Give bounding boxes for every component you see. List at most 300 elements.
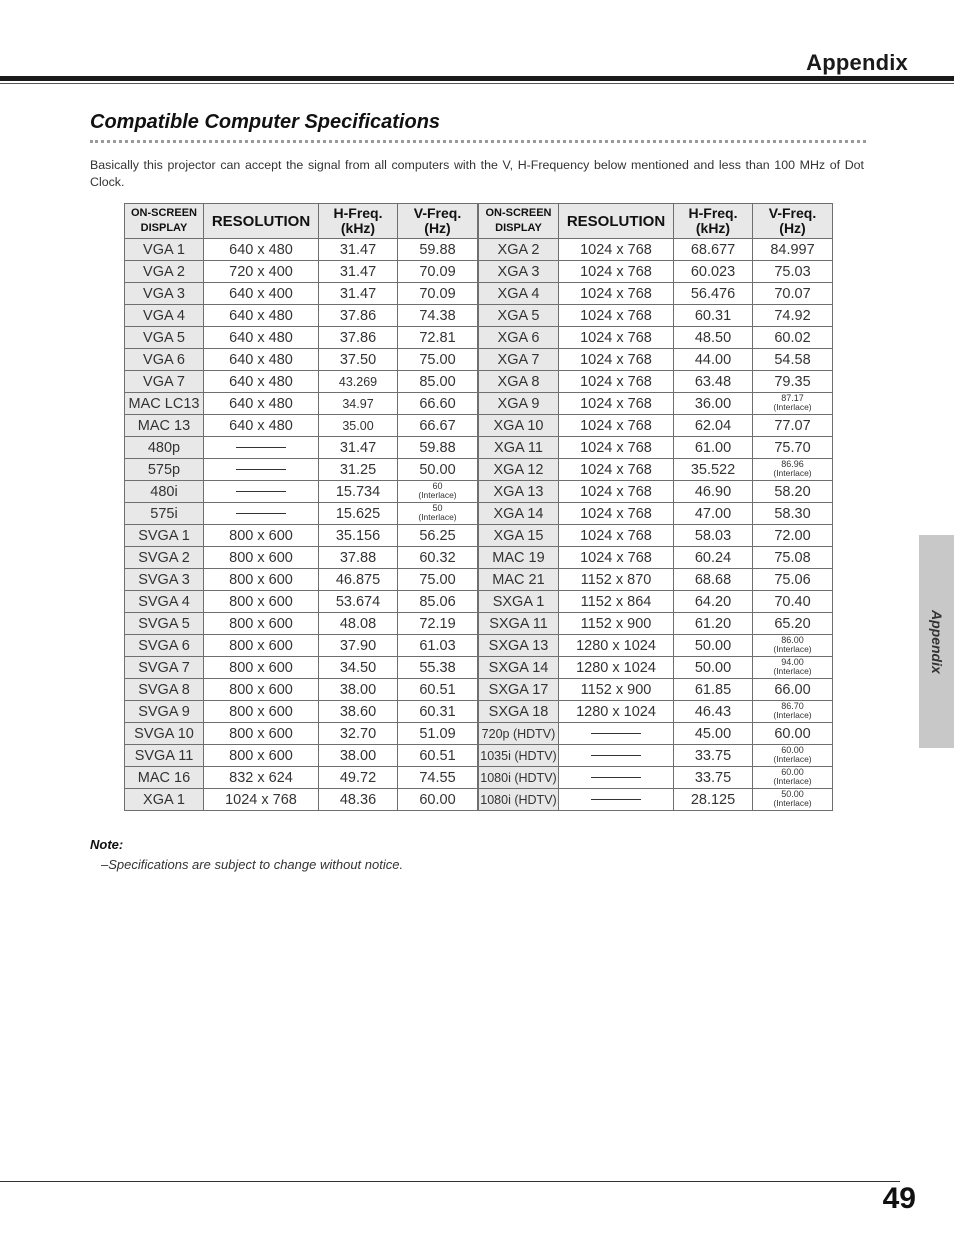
- cell-display: 575p: [125, 459, 204, 481]
- cell-hfreq: 32.70: [319, 723, 398, 745]
- cell-vfreq: 75.70: [753, 437, 833, 459]
- table-body-right: [479, 239, 833, 811]
- cell-display: SVGA 7: [125, 657, 204, 679]
- note-title: Note:: [90, 837, 124, 852]
- interlace-value: [773, 394, 811, 412]
- table-row: [479, 657, 833, 679]
- cell-hfreq: 37.90: [319, 635, 398, 657]
- cell-hfreq: 56.476: [674, 283, 753, 305]
- interlace-value: [773, 658, 811, 676]
- cell-resolution: 800 x 600: [204, 657, 319, 679]
- table-row: [125, 569, 478, 591]
- interlace-note: (Interlace): [773, 467, 812, 478]
- cell-vfreq: 75.00: [398, 349, 478, 371]
- table-row: [479, 283, 833, 305]
- cell-hfreq: 34.97: [319, 393, 398, 415]
- table-row: [479, 591, 833, 613]
- cell-hfreq: 60.31: [674, 305, 753, 327]
- cell-hfreq: 58.03: [674, 525, 753, 547]
- table-row: [125, 613, 478, 635]
- cell-display: SVGA 1: [125, 525, 204, 547]
- table-row: [479, 723, 833, 745]
- cell-vfreq: 66.00: [753, 679, 833, 701]
- footer-rule: [0, 1181, 900, 1182]
- cell-display: 1035i (HDTV): [479, 745, 559, 767]
- cell-hfreq: 64.20: [674, 591, 753, 613]
- cell-vfreq: 84.997: [753, 239, 833, 261]
- cell-hfreq: 60.023: [674, 261, 753, 283]
- cell-display: SVGA 10: [125, 723, 204, 745]
- dash-line: [236, 513, 286, 514]
- interlace-note: (Interlace): [773, 709, 812, 720]
- table-row: [125, 283, 478, 305]
- dash-line: [591, 799, 641, 800]
- cell-vfreq: [753, 745, 833, 767]
- table-row: [125, 481, 478, 503]
- cell-vfreq: 58.20: [753, 481, 833, 503]
- cell-display: XGA 5: [479, 305, 559, 327]
- table-row: [125, 459, 478, 481]
- dash-line: [236, 447, 286, 448]
- cell-resolution: 1024 x 768: [559, 283, 674, 305]
- cell-vfreq: 54.58: [753, 349, 833, 371]
- table-row: [125, 657, 478, 679]
- cell-display: SXGA 14: [479, 657, 559, 679]
- cell-display: XGA 12: [479, 459, 559, 481]
- table-row: [479, 767, 833, 789]
- cell-display: SXGA 13: [479, 635, 559, 657]
- vfreq-value: 50.00: [781, 788, 804, 799]
- table-row: [479, 239, 833, 261]
- cell-hfreq: 53.674: [319, 591, 398, 613]
- cell-hfreq: 15.625: [319, 503, 398, 525]
- cell-vfreq: 60.00: [753, 723, 833, 745]
- table-row: [125, 393, 478, 415]
- table-row: [125, 547, 478, 569]
- cell-resolution: 800 x 600: [204, 723, 319, 745]
- cell-vfreq: [753, 701, 833, 723]
- cell-resolution-empty: [204, 481, 319, 503]
- cell-resolution: 640 x 480: [204, 371, 319, 393]
- table-row: [125, 789, 478, 811]
- cell-display: SVGA 8: [125, 679, 204, 701]
- table-row: [479, 679, 833, 701]
- cell-vfreq: 75.03: [753, 261, 833, 283]
- cell-resolution: 640 x 480: [204, 415, 319, 437]
- cell-vfreq: 60.02: [753, 327, 833, 349]
- cell-hfreq: 46.43: [674, 701, 753, 723]
- cell-resolution: 1024 x 768: [559, 327, 674, 349]
- cell-resolution: 800 x 600: [204, 679, 319, 701]
- cell-hfreq: 61.85: [674, 679, 753, 701]
- cell-vfreq: [753, 635, 833, 657]
- cell-vfreq: 66.67: [398, 415, 478, 437]
- cell-hfreq: 45.00: [674, 723, 753, 745]
- table-body-left: [125, 239, 478, 811]
- cell-resolution: 800 x 600: [204, 745, 319, 767]
- cell-hfreq: 35.522: [674, 459, 753, 481]
- cell-resolution: 640 x 480: [204, 305, 319, 327]
- col-header-hfreq: H-Freq. (kHz): [319, 204, 398, 239]
- cell-hfreq: 61.20: [674, 613, 753, 635]
- header-rule-thin: [0, 83, 954, 84]
- interlace-value: [418, 504, 456, 522]
- table-row: [125, 349, 478, 371]
- cell-vfreq: 70.40: [753, 591, 833, 613]
- cell-hfreq: 61.00: [674, 437, 753, 459]
- table-row: [479, 789, 833, 811]
- cell-vfreq: 65.20: [753, 613, 833, 635]
- cell-resolution-empty: [559, 767, 674, 789]
- table-row: [125, 415, 478, 437]
- cell-hfreq: 37.88: [319, 547, 398, 569]
- cell-resolution: 800 x 600: [204, 569, 319, 591]
- cell-hfreq: 60.24: [674, 547, 753, 569]
- cell-hfreq: 49.72: [319, 767, 398, 789]
- cell-hfreq: 44.00: [674, 349, 753, 371]
- cell-hfreq: 48.50: [674, 327, 753, 349]
- cell-vfreq: 85.06: [398, 591, 478, 613]
- cell-resolution: 1024 x 768: [559, 371, 674, 393]
- cell-hfreq: 38.00: [319, 679, 398, 701]
- cell-vfreq: [753, 459, 833, 481]
- cell-display: VGA 4: [125, 305, 204, 327]
- cell-display: MAC 19: [479, 547, 559, 569]
- cell-display: XGA 9: [479, 393, 559, 415]
- cell-resolution: 640 x 480: [204, 393, 319, 415]
- cell-resolution: 640 x 400: [204, 283, 319, 305]
- table-row: [125, 591, 478, 613]
- cell-vfreq: 60.00: [398, 789, 478, 811]
- cell-display: SVGA 4: [125, 591, 204, 613]
- cell-display: XGA 2: [479, 239, 559, 261]
- cell-resolution: 800 x 600: [204, 591, 319, 613]
- cell-display: SVGA 6: [125, 635, 204, 657]
- cell-resolution: 800 x 600: [204, 613, 319, 635]
- cell-display: XGA 8: [479, 371, 559, 393]
- interlace-value: [773, 636, 811, 654]
- cell-display: MAC 13: [125, 415, 204, 437]
- cell-vfreq: [398, 503, 478, 525]
- table-row: [479, 569, 833, 591]
- col-header-display: ON-SCREEN DISPLAY: [125, 204, 204, 239]
- interlace-value: [773, 768, 811, 786]
- cell-vfreq: 60.31: [398, 701, 478, 723]
- table-row: [125, 503, 478, 525]
- cell-vfreq: 60.32: [398, 547, 478, 569]
- cell-hfreq: 50.00: [674, 657, 753, 679]
- cell-hfreq: 33.75: [674, 767, 753, 789]
- interlace-note: (Interlace): [418, 511, 457, 522]
- cell-vfreq: 56.25: [398, 525, 478, 547]
- cell-display: XGA 6: [479, 327, 559, 349]
- cell-resolution-empty: [559, 723, 674, 745]
- table-row: [479, 371, 833, 393]
- cell-vfreq: 55.38: [398, 657, 478, 679]
- cell-display: XGA 15: [479, 525, 559, 547]
- cell-resolution: 1152 x 864: [559, 591, 674, 613]
- cell-vfreq: 59.88: [398, 437, 478, 459]
- cell-vfreq: [753, 657, 833, 679]
- interlace-value: [773, 746, 811, 764]
- vfreq-value: 60.00: [781, 744, 804, 755]
- cell-vfreq: [398, 481, 478, 503]
- cell-display: 1080i (HDTV): [479, 789, 559, 811]
- table-row: [479, 349, 833, 371]
- col-header-vfreq: V-Freq. (Hz): [753, 204, 833, 239]
- cell-resolution-empty: [204, 503, 319, 525]
- cell-hfreq: 31.47: [319, 239, 398, 261]
- side-tab-label: Appendix: [929, 609, 945, 674]
- cell-display: SXGA 1: [479, 591, 559, 613]
- table-row: [479, 635, 833, 657]
- cell-resolution: 1024 x 768: [559, 547, 674, 569]
- table-row: [125, 723, 478, 745]
- table-row: [479, 305, 833, 327]
- col-header-resolution: RESOLUTION: [559, 204, 674, 239]
- cell-hfreq: 46.875: [319, 569, 398, 591]
- cell-resolution: 832 x 624: [204, 767, 319, 789]
- cell-display: VGA 2: [125, 261, 204, 283]
- cell-hfreq: 47.00: [674, 503, 753, 525]
- vfreq-value: 94.00: [781, 656, 804, 667]
- table-row: [479, 393, 833, 415]
- cell-display: VGA 3: [125, 283, 204, 305]
- cell-resolution: 1152 x 900: [559, 679, 674, 701]
- interlace-note: (Interlace): [418, 489, 457, 500]
- cell-resolution: 1024 x 768: [559, 239, 674, 261]
- cell-display: XGA 10: [479, 415, 559, 437]
- cell-resolution: 720 x 400: [204, 261, 319, 283]
- col-header-display: ON-SCREEN DISPLAY: [479, 204, 559, 239]
- cell-display: XGA 14: [479, 503, 559, 525]
- cell-resolution: 1024 x 768: [559, 261, 674, 283]
- cell-hfreq: 35.00: [319, 415, 398, 437]
- cell-hfreq: 31.47: [319, 283, 398, 305]
- table-row: [125, 437, 478, 459]
- col-header-resolution: RESOLUTION: [204, 204, 319, 239]
- appendix-side-tab[interactable]: [919, 535, 954, 748]
- interlace-note: (Interlace): [773, 643, 812, 654]
- cell-resolution: 1024 x 768: [559, 437, 674, 459]
- cell-resolution: 1024 x 768: [559, 415, 674, 437]
- cell-hfreq: 38.00: [319, 745, 398, 767]
- cell-display: VGA 6: [125, 349, 204, 371]
- interlace-note: (Interlace): [773, 775, 812, 786]
- cell-display: XGA 3: [479, 261, 559, 283]
- table-row: [125, 239, 478, 261]
- table-row: [125, 305, 478, 327]
- cell-display: 480p: [125, 437, 204, 459]
- cell-display: 1080i (HDTV): [479, 767, 559, 789]
- cell-resolution: 1024 x 768: [559, 305, 674, 327]
- cell-resolution: 640 x 480: [204, 327, 319, 349]
- dash-line: [236, 469, 286, 470]
- cell-hfreq: 31.47: [319, 437, 398, 459]
- table-row: [479, 547, 833, 569]
- cell-hfreq: 37.86: [319, 305, 398, 327]
- cell-vfreq: 59.88: [398, 239, 478, 261]
- cell-resolution: 1024 x 768: [559, 525, 674, 547]
- cell-display: 720p (HDTV): [479, 723, 559, 745]
- interlace-value: [773, 460, 811, 478]
- vfreq-value: 87.17: [781, 392, 804, 403]
- cell-hfreq: 28.125: [674, 789, 753, 811]
- cell-resolution: 1024 x 768: [204, 789, 319, 811]
- cell-hfreq: 34.50: [319, 657, 398, 679]
- cell-hfreq: 37.86: [319, 327, 398, 349]
- cell-display: XGA 13: [479, 481, 559, 503]
- cell-vfreq: 72.19: [398, 613, 478, 635]
- cell-resolution: 800 x 600: [204, 525, 319, 547]
- table-row: [479, 481, 833, 503]
- cell-resolution: 1280 x 1024: [559, 657, 674, 679]
- cell-vfreq: 61.03: [398, 635, 478, 657]
- table-row: [125, 635, 478, 657]
- cell-hfreq: 48.08: [319, 613, 398, 635]
- table-row: [125, 261, 478, 283]
- table-row: [125, 745, 478, 767]
- table-row: [479, 327, 833, 349]
- cell-resolution-empty: [559, 789, 674, 811]
- cell-display: XGA 4: [479, 283, 559, 305]
- interlace-value: [773, 702, 811, 720]
- cell-display: SVGA 9: [125, 701, 204, 723]
- table-row: [479, 503, 833, 525]
- cell-hfreq: 63.48: [674, 371, 753, 393]
- cell-vfreq: 74.55: [398, 767, 478, 789]
- cell-display: MAC LC13: [125, 393, 204, 415]
- cell-vfreq: 79.35: [753, 371, 833, 393]
- spec-table-left: [124, 203, 478, 811]
- cell-vfreq: [753, 789, 833, 811]
- table-row: [479, 613, 833, 635]
- spec-tables: [124, 203, 833, 811]
- cell-vfreq: 75.08: [753, 547, 833, 569]
- cell-display: 575i: [125, 503, 204, 525]
- table-row: [125, 371, 478, 393]
- cell-resolution: 1024 x 768: [559, 481, 674, 503]
- interlace-note: (Interlace): [773, 753, 812, 764]
- cell-display: VGA 1: [125, 239, 204, 261]
- table-header-row: [479, 204, 833, 239]
- dash-line: [591, 733, 641, 734]
- cell-display: 480i: [125, 481, 204, 503]
- cell-vfreq: 70.07: [753, 283, 833, 305]
- cell-resolution-empty: [559, 745, 674, 767]
- interlace-value: [773, 790, 811, 808]
- cell-hfreq: 31.25: [319, 459, 398, 481]
- table-row: [125, 767, 478, 789]
- cell-hfreq: 15.734: [319, 481, 398, 503]
- section-label: Appendix: [806, 50, 908, 75]
- cell-resolution: 1024 x 768: [559, 503, 674, 525]
- cell-resolution: 800 x 600: [204, 635, 319, 657]
- cell-hfreq: 31.47: [319, 261, 398, 283]
- page-number: 49: [882, 1182, 916, 1215]
- cell-vfreq: 70.09: [398, 283, 478, 305]
- cell-hfreq: 68.677: [674, 239, 753, 261]
- cell-vfreq: 60.51: [398, 745, 478, 767]
- cell-resolution: 640 x 480: [204, 349, 319, 371]
- cell-hfreq: 68.68: [674, 569, 753, 591]
- table-row: [479, 745, 833, 767]
- cell-display: SVGA 5: [125, 613, 204, 635]
- cell-vfreq: 75.06: [753, 569, 833, 591]
- cell-hfreq: 48.36: [319, 789, 398, 811]
- cell-hfreq: 43.269: [319, 371, 398, 393]
- table-header-row: [125, 204, 478, 239]
- cell-display: MAC 16: [125, 767, 204, 789]
- table-row: [479, 261, 833, 283]
- cell-resolution: 800 x 600: [204, 701, 319, 723]
- cell-hfreq: 35.156: [319, 525, 398, 547]
- vfreq-value: 86.00: [781, 634, 804, 645]
- cell-display: SVGA 11: [125, 745, 204, 767]
- cell-resolution: 1152 x 900: [559, 613, 674, 635]
- cell-hfreq: 37.50: [319, 349, 398, 371]
- cell-display: MAC 21: [479, 569, 559, 591]
- cell-vfreq: 77.07: [753, 415, 833, 437]
- page-title: Compatible Computer Specifications: [90, 111, 441, 133]
- cell-vfreq: 72.00: [753, 525, 833, 547]
- cell-display: SXGA 17: [479, 679, 559, 701]
- title-divider: [90, 140, 866, 143]
- cell-vfreq: 50.00: [398, 459, 478, 481]
- cell-hfreq: 36.00: [674, 393, 753, 415]
- vfreq-value: 60: [432, 480, 443, 491]
- cell-vfreq: 74.38: [398, 305, 478, 327]
- cell-resolution: 1024 x 768: [559, 349, 674, 371]
- cell-hfreq: 62.04: [674, 415, 753, 437]
- cell-display: VGA 5: [125, 327, 204, 349]
- vfreq-value: 50: [432, 502, 443, 513]
- cell-hfreq: 38.60: [319, 701, 398, 723]
- note-text: –Specifications are subject to change without notice.: [101, 857, 404, 872]
- cell-hfreq: 50.00: [674, 635, 753, 657]
- col-header-vfreq: V-Freq. (Hz): [398, 204, 478, 239]
- table-row: [125, 525, 478, 547]
- col-header-hfreq: H-Freq. (kHz): [674, 204, 753, 239]
- table-row: [479, 525, 833, 547]
- cell-resolution: 800 x 600: [204, 547, 319, 569]
- header-rule: [0, 76, 954, 81]
- cell-hfreq: 46.90: [674, 481, 753, 503]
- cell-resolution: 1152 x 870: [559, 569, 674, 591]
- dash-line: [591, 777, 641, 778]
- vfreq-value: 86.70: [781, 700, 804, 711]
- cell-vfreq: 70.09: [398, 261, 478, 283]
- cell-display: SXGA 11: [479, 613, 559, 635]
- table-row: [125, 679, 478, 701]
- interlace-note: (Interlace): [773, 665, 812, 676]
- cell-resolution-empty: [204, 459, 319, 481]
- cell-display: SVGA 2: [125, 547, 204, 569]
- cell-vfreq: 75.00: [398, 569, 478, 591]
- cell-resolution: 1280 x 1024: [559, 635, 674, 657]
- cell-vfreq: [753, 767, 833, 789]
- cell-display: XGA 7: [479, 349, 559, 371]
- intro-paragraph: Basically this projector can accept the signal from all computers with the V, H-Frequency below mentioned and less than 100 MHz of Dot Clock.: [90, 158, 864, 189]
- cell-display: XGA 1: [125, 789, 204, 811]
- table-row: [125, 701, 478, 723]
- table-row: [479, 459, 833, 481]
- vfreq-value: 86.96: [781, 458, 804, 469]
- interlace-note: (Interlace): [773, 797, 812, 808]
- cell-hfreq: 33.75: [674, 745, 753, 767]
- table-row: [125, 327, 478, 349]
- table-row: [479, 701, 833, 723]
